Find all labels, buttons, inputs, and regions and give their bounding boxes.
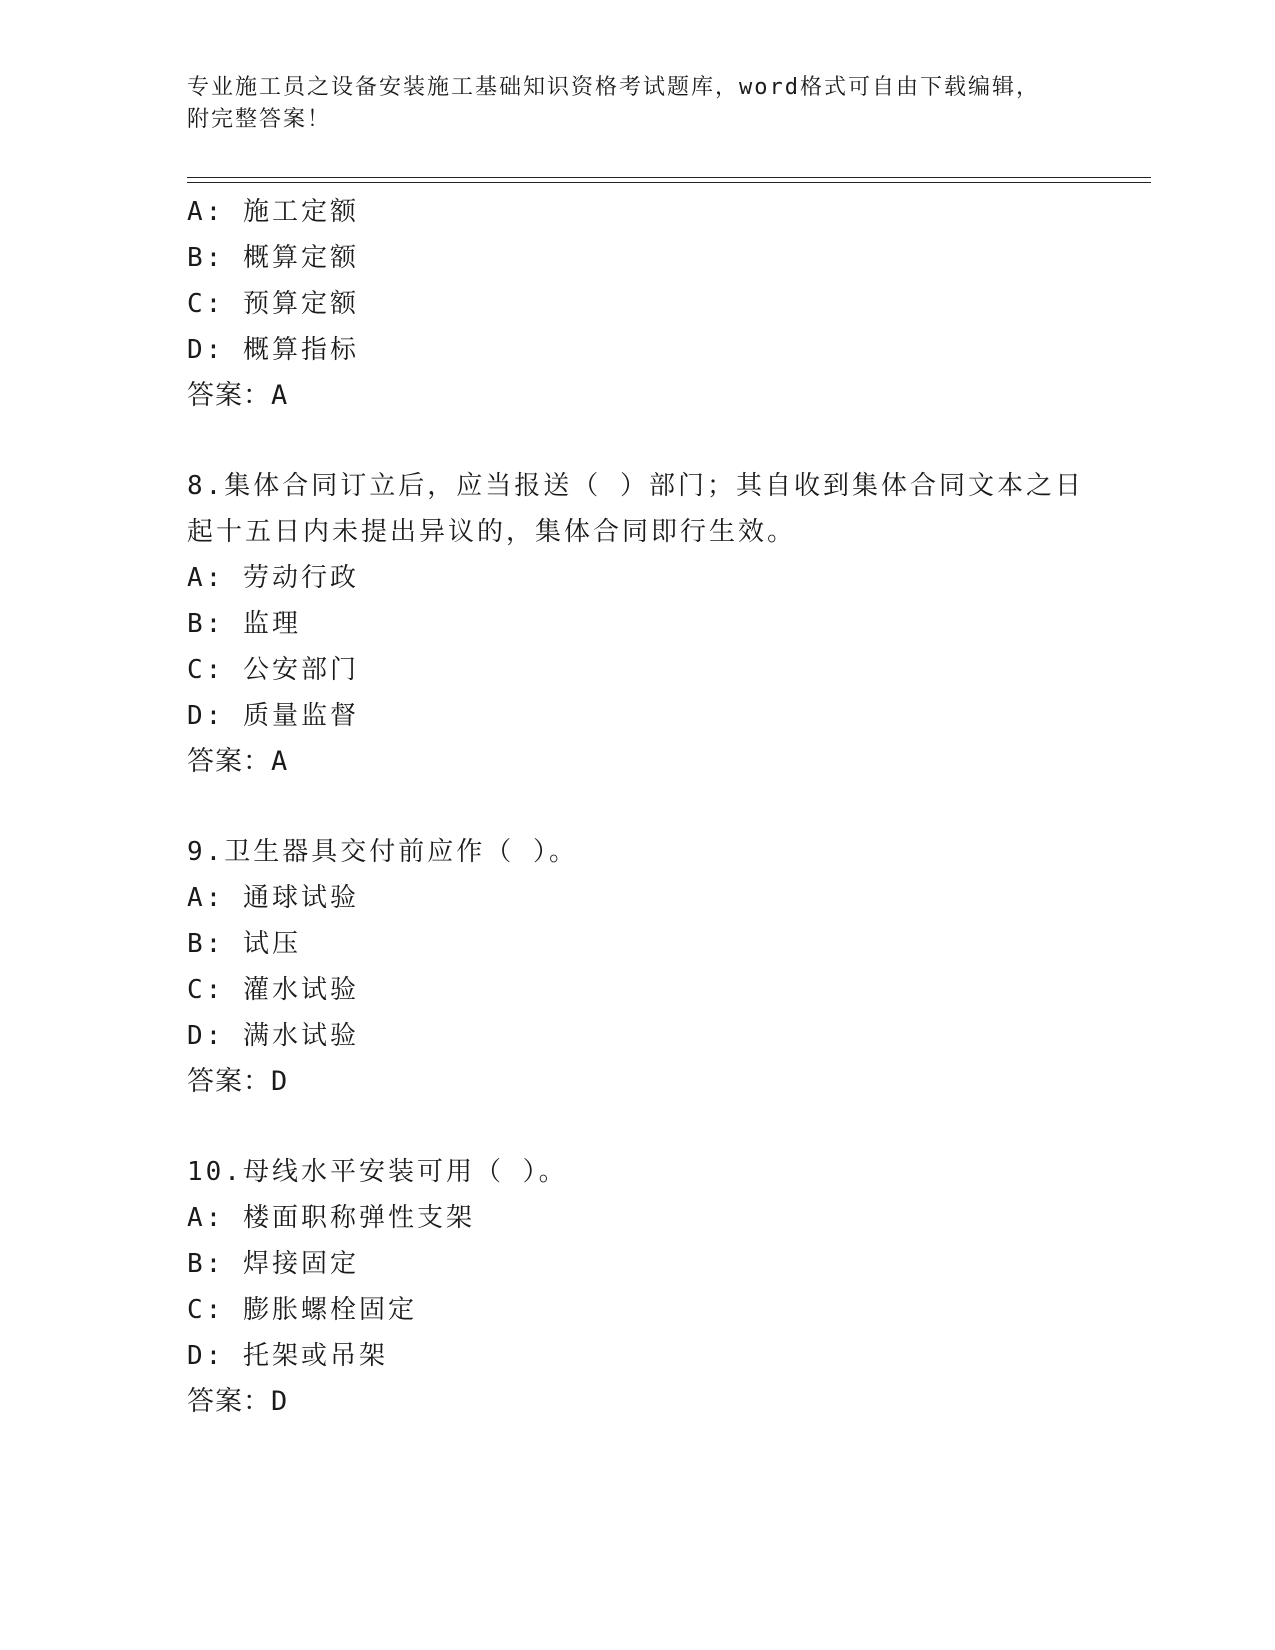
answer-line <box>187 1059 1147 1105</box>
option-a: A: 通球试验 <box>187 883 359 913</box>
option-c: C: 膨胀螺栓固定 <box>187 1295 417 1325</box>
answer-value: A <box>271 380 289 411</box>
answer-value: D <box>271 1386 289 1417</box>
answer-label: 答案： <box>187 746 271 777</box>
question-block-7 <box>187 189 1147 419</box>
question-block-9 <box>187 829 1147 1105</box>
option-a: A: 楼面职称弹性支架 <box>187 1203 475 1233</box>
option-d: D: 托架或吊架 <box>187 1341 388 1371</box>
question-text: 10.母线水平安装可用（ ）。 <box>187 1157 568 1187</box>
header-divider-bottom <box>187 182 1151 183</box>
header-divider-top <box>187 177 1151 178</box>
option-b: B: 监理 <box>187 609 301 639</box>
answer-label: 答案： <box>187 1386 271 1417</box>
question-text: 9.卫生器具交付前应作（ ）。 <box>187 837 578 867</box>
option-b: B: 概算定额 <box>187 243 359 273</box>
document-header <box>187 72 1087 136</box>
option-d: D: 质量监督 <box>187 701 359 731</box>
answer-line <box>187 739 1147 785</box>
answer-value: D <box>271 1066 289 1097</box>
header-line-2: 附完整答案！ <box>187 107 332 132</box>
answer-line <box>187 373 1147 419</box>
answer-label: 答案： <box>187 380 271 411</box>
option-c: C: 公安部门 <box>187 655 359 685</box>
option-a: A: 施工定额 <box>187 197 359 227</box>
question-text <box>187 463 1087 555</box>
answer-line <box>187 1379 1147 1425</box>
option-d: D: 满水试验 <box>187 1021 359 1051</box>
option-b: B: 焊接固定 <box>187 1249 359 1279</box>
answer-value: A <box>271 746 289 777</box>
option-a: A: 劳动行政 <box>187 563 359 593</box>
option-b: B: 试压 <box>187 929 301 959</box>
question-block-8 <box>187 463 1147 785</box>
answer-label: 答案： <box>187 1066 271 1097</box>
question-block-10 <box>187 1149 1147 1425</box>
header-line-1: 专业施工员之设备安装施工基础知识资格考试题库，word格式可自由下载编辑， <box>187 75 1040 100</box>
option-c: C: 灌水试验 <box>187 975 359 1005</box>
option-d: D: 概算指标 <box>187 335 359 365</box>
option-c: C: 预算定额 <box>187 289 359 319</box>
question-text-line-1: 8.集体合同订立后，应当报送（ ）部门；其自收到集体合同文本之日 <box>187 471 1084 501</box>
question-list <box>187 189 1147 1425</box>
question-text-line-2: 起十五日内未提出异议的，集体合同即行生效。 <box>187 517 797 547</box>
